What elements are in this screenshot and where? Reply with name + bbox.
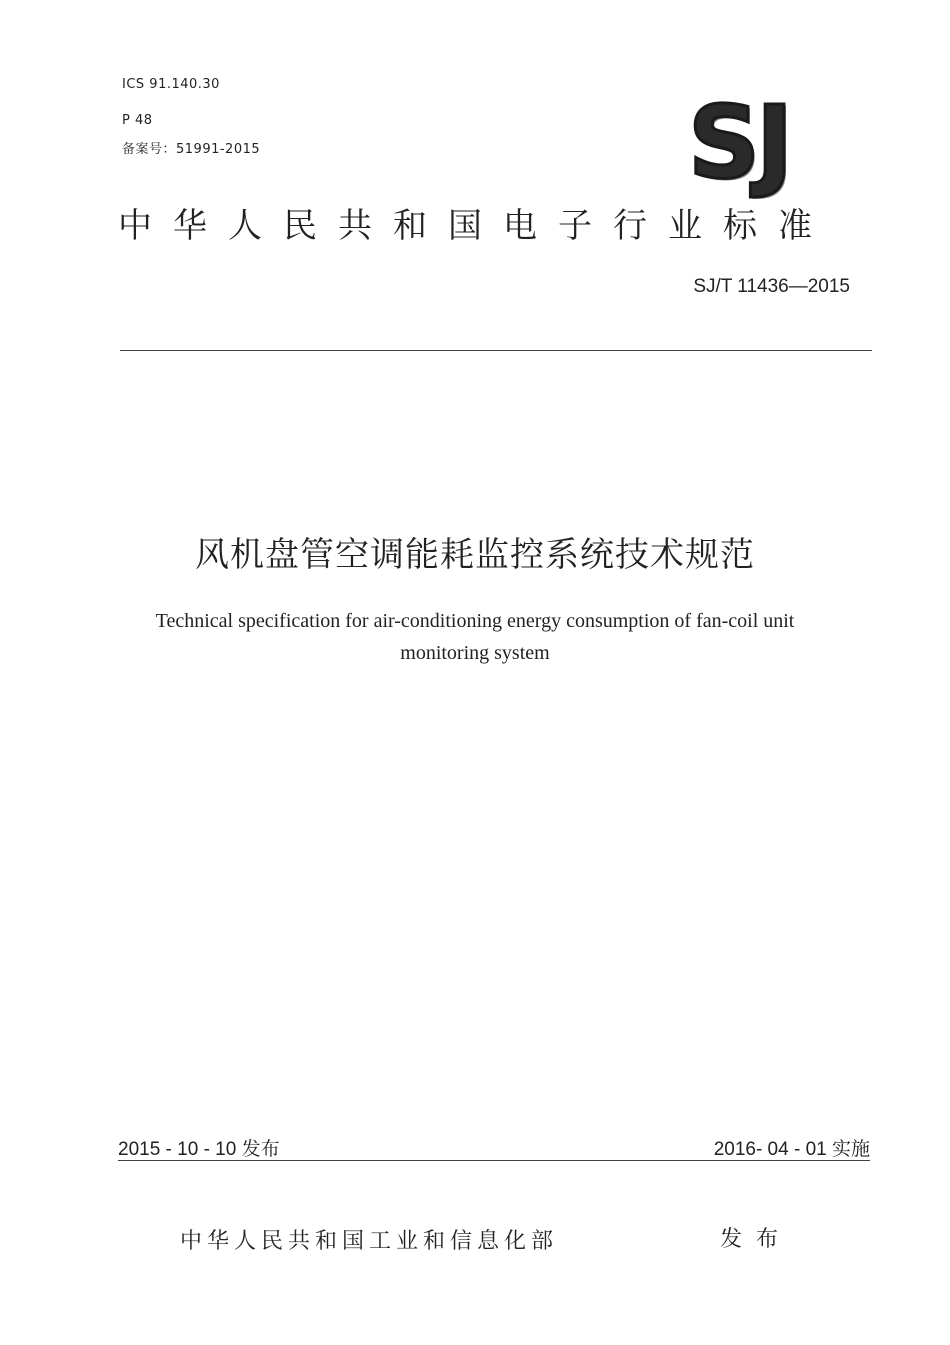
publisher: 中华人民共和国工业和信息化部	[180, 1229, 559, 1254]
filing-number: 备案号：51991-2015	[122, 142, 261, 157]
publish-label: 发布	[720, 1227, 793, 1252]
implementation-date: 2016- 04 - 01 实施	[713, 1139, 870, 1160]
sj-logo	[688, 84, 836, 201]
sj-logo-text: SJ	[688, 84, 790, 201]
english-title	[0, 605, 950, 669]
ics-code: ICS 91.140.30	[122, 77, 220, 92]
english-title-line-2: monitoring system	[400, 642, 550, 664]
chinese-title: 风机盘管空调能耗监控系统技术规范	[195, 535, 755, 575]
english-title-line-1: Technical specification for air-conditioning energy consumption of fan-coil unit	[155, 610, 795, 632]
standard-number: SJ/T 11436—2015	[693, 276, 850, 297]
industry-standard-title: 中华人民共和国电子行业标准	[118, 206, 833, 246]
top-divider	[120, 350, 872, 351]
classification-code: P 48	[122, 113, 153, 128]
issue-date: 2015 - 10 - 10 发布	[118, 1139, 280, 1160]
bottom-divider	[118, 1160, 870, 1161]
